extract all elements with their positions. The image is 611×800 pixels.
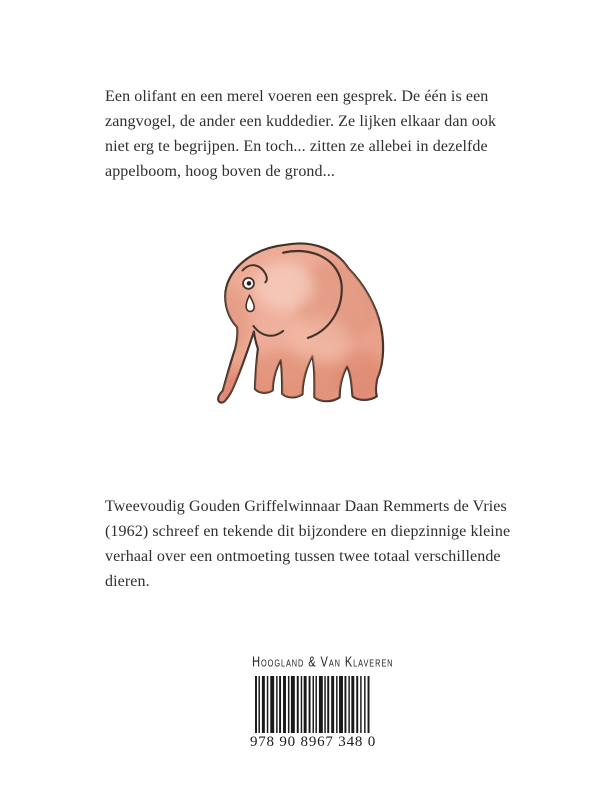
intro-line: niet erg te begrijpen. En toch... zitten ze allebei in dezelfde [105,138,488,155]
blurb-line: verhaal over een ontmoeting tussen twee totaal verschillende [105,548,501,565]
intro-line: appelboom, hoog boven de grond... [105,163,335,180]
intro-line: zangvogel, de ander een kuddedier. Ze lijken elkaar dan ook [105,113,497,130]
intro-paragraph [105,84,496,184]
barcode [254,676,372,733]
publisher-logo: Hoogland & Van Klaveren [252,652,394,670]
elephant-illustration [192,228,410,418]
intro-line: Een olifant en een merel voeren een gesprek. De één is een [105,88,489,105]
isbn-number: 978 90 8967 348 0 [249,734,377,750]
blurb-line: Tweevoudig Gouden Griffelwinnaar Daan Remmerts de Vries [105,498,507,515]
elephant-pupil [247,281,252,286]
blurb-line: (1962) schreef en tekende dit bijzondere en diepzinnige kleine [105,523,511,540]
publisher-block [246,652,394,751]
elephant-drawing [192,228,410,418]
author-paragraph [105,494,510,594]
blurb-line: dieren. [105,573,150,590]
